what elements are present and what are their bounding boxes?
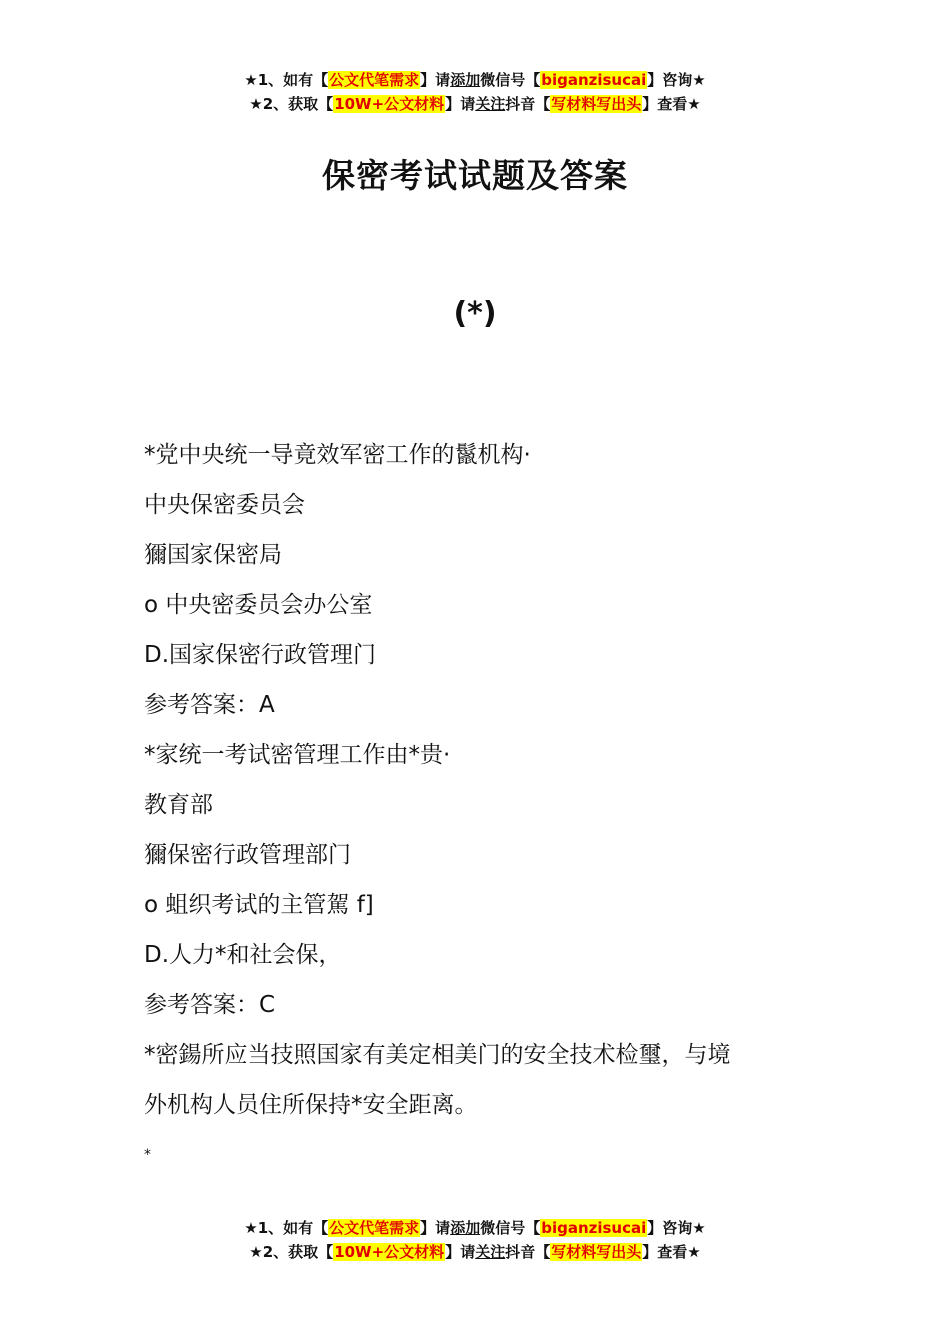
highlight-materials: 10W+公文材料 <box>334 95 445 113</box>
highlight-douyin: 写材料写出头 <box>551 95 642 113</box>
footer-banner <box>0 1216 950 1264</box>
banner-line-1: ★1、如有【公文代笔需求】请添加微信号【biganzisucai】咨询★ <box>244 1219 706 1237</box>
document-subtitle: (*) <box>453 296 497 331</box>
option-c: o 蛆织考试的主管駕 f] <box>144 892 374 918</box>
option-c: o 中央密委员会办公室 <box>144 592 373 618</box>
option-b: 獮保密行政管理部门 <box>144 842 351 868</box>
option-d: D.国家保密行政管理门 <box>144 642 377 668</box>
banner-line-1: ★1、如有【公文代笔需求】请添加微信号【biganzisucai】咨询★ <box>244 71 706 89</box>
option-a: 中央保密委员会 <box>144 492 305 518</box>
answer-1: 参考答案：A <box>144 692 275 718</box>
highlight-wechat-id: biganzisucai <box>541 71 647 89</box>
highlight-service: 公文代笔需求 <box>329 1219 420 1237</box>
question-body <box>144 430 824 1180</box>
question-2: *家统一考试密管理工作由*贵· <box>144 742 451 768</box>
question-1: *党中央统一导竟效军密工作的鬣机构· <box>144 442 531 468</box>
option-b: 獮国家保密局 <box>144 542 282 568</box>
highlight-wechat-id: biganzisucai <box>541 1219 647 1237</box>
highlight-materials: 10W+公文材料 <box>334 1243 445 1261</box>
question-3-continued: 外机构人员住所保持*安全距离。 <box>144 1092 478 1118</box>
option-d: D.人力*和社会保， <box>144 942 342 968</box>
highlight-service: 公文代笔需求 <box>329 71 420 89</box>
question-3: *密鍚所应当技照国家有美定相美门的安全技术检璽，与境 <box>144 1042 731 1068</box>
highlight-douyin: 写材料写出头 <box>551 1243 642 1261</box>
header-banner <box>0 68 950 116</box>
trailing-mark: * <box>144 1147 151 1163</box>
option-a: 教育部 <box>144 792 213 818</box>
document-title: 保密考试试题及答案 <box>322 156 628 195</box>
answer-2: 参考答案：C <box>144 992 276 1018</box>
banner-line-2: ★2、获取【10W+公文材料】请关注抖音【写材料写出头】查看★ <box>249 1243 701 1261</box>
banner-line-2: ★2、获取【10W+公文材料】请关注抖音【写材料写出头】查看★ <box>249 95 701 113</box>
